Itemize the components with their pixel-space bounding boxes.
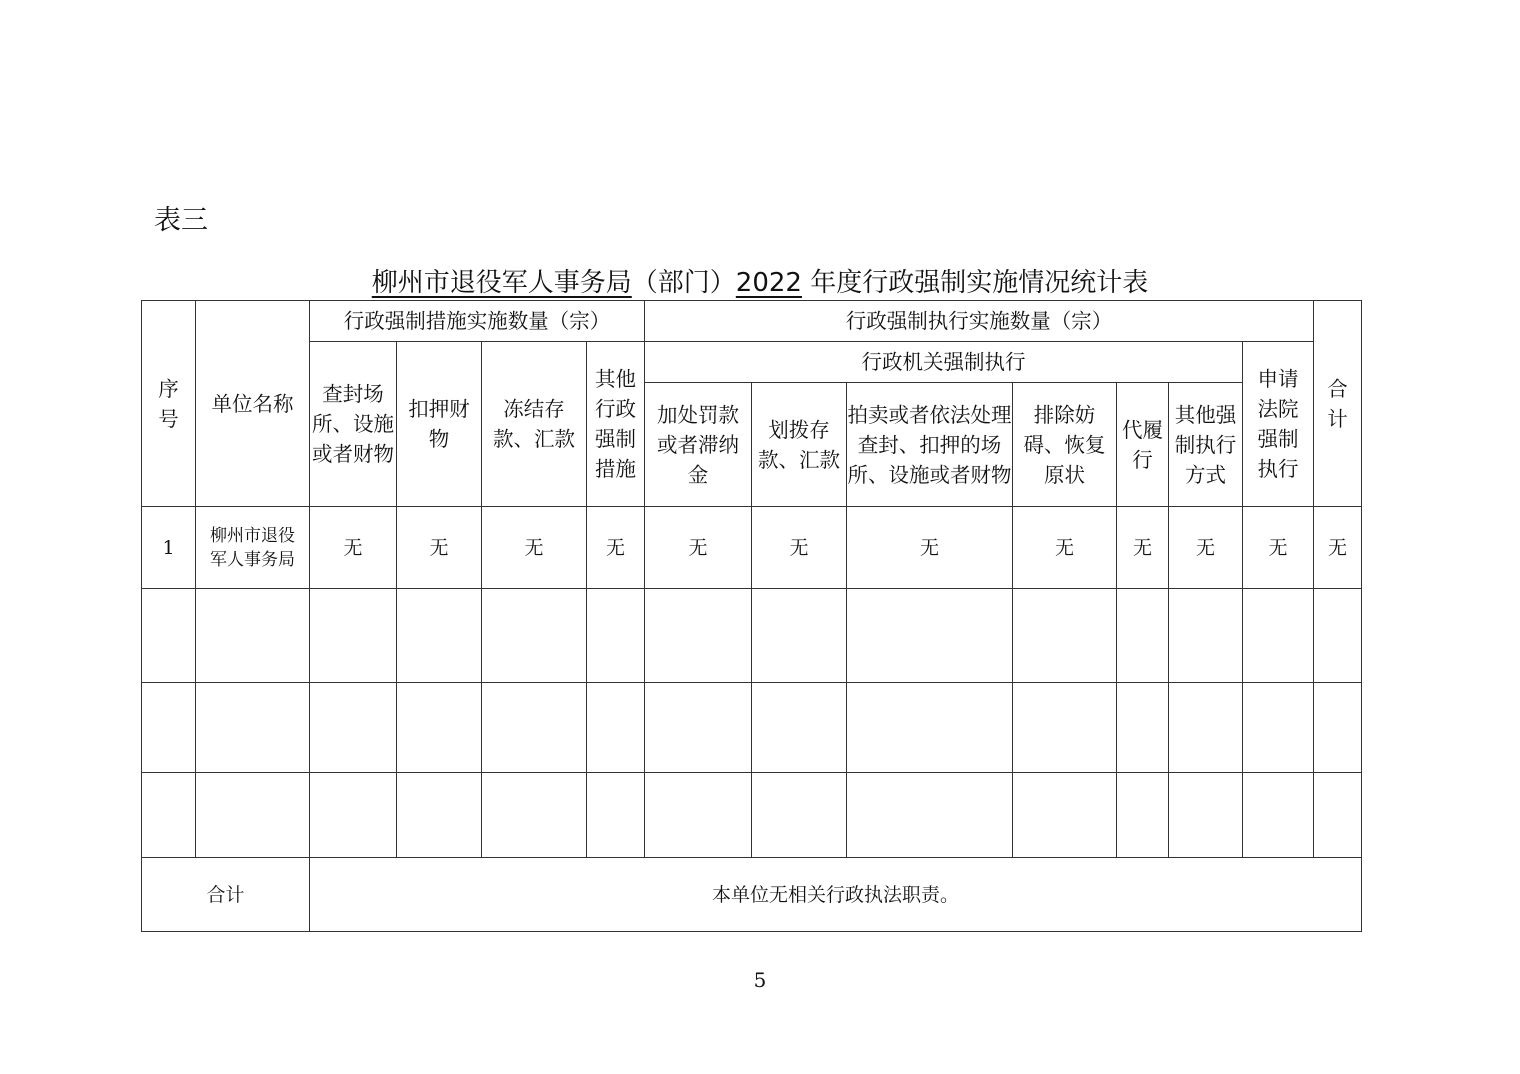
empty-cell	[1314, 773, 1362, 858]
empty-cell	[142, 683, 196, 773]
empty-cell	[196, 683, 310, 773]
empty-row	[142, 773, 1362, 858]
empty-cell	[1169, 683, 1243, 773]
header-court-execution: 申请法院强制执行	[1243, 342, 1314, 507]
empty-cell	[1169, 589, 1243, 683]
header-group-agency: 行政机关强制执行	[645, 342, 1243, 383]
empty-cell	[142, 589, 196, 683]
empty-cell	[310, 773, 397, 858]
header-transfer-deposits: 划拨存款、汇款	[752, 383, 847, 507]
row-value-cell: 无	[397, 507, 482, 589]
table-title	[0, 262, 1520, 299]
empty-cell	[1013, 683, 1117, 773]
row-value-cell: 无	[752, 507, 847, 589]
department-name: 柳州市退役军人事务局	[371, 268, 632, 298]
empty-cell	[482, 589, 587, 683]
total-row	[142, 858, 1362, 932]
row-value-cell: 无	[645, 507, 752, 589]
empty-cell	[752, 773, 847, 858]
row-value-cell: 无	[1243, 507, 1314, 589]
header-seq: 序号	[142, 301, 196, 507]
header-seal-premises: 查封场所、设施或者财物	[310, 342, 397, 507]
table-row	[142, 507, 1362, 589]
row-value-cell: 无	[1314, 507, 1362, 589]
header-late-fees: 加处罚款或者滞纳金	[645, 383, 752, 507]
empty-cell	[645, 589, 752, 683]
empty-cell	[482, 683, 587, 773]
total-note: 本单位无相关行政执法职责。	[310, 858, 1362, 932]
row-unit-name: 柳州市退役军人事务局	[196, 507, 310, 589]
empty-cell	[752, 589, 847, 683]
header-freeze-deposits: 冻结存款、汇款	[482, 342, 587, 507]
header-group-execution: 行政强制执行实施数量（宗）	[645, 301, 1314, 342]
empty-cell	[142, 773, 196, 858]
empty-cell	[397, 589, 482, 683]
empty-cell	[1117, 683, 1169, 773]
header-other-execution: 其他强制执行方式	[1169, 383, 1243, 507]
empty-row	[142, 683, 1362, 773]
header-seize-property: 扣押财物	[397, 342, 482, 507]
empty-cell	[587, 589, 645, 683]
empty-cell	[310, 683, 397, 773]
empty-cell	[847, 589, 1013, 683]
empty-cell	[847, 683, 1013, 773]
empty-cell	[196, 589, 310, 683]
empty-cell	[1169, 773, 1243, 858]
row-seq: 1	[142, 507, 196, 589]
header-total: 合计	[1314, 301, 1362, 507]
row-value-cell: 无	[310, 507, 397, 589]
header-substitute-performance: 代履行	[1117, 383, 1169, 507]
empty-cell	[310, 589, 397, 683]
row-value-cell: 无	[1169, 507, 1243, 589]
table-label: 表三	[154, 205, 208, 236]
empty-cell	[1117, 773, 1169, 858]
empty-cell	[847, 773, 1013, 858]
empty-cell	[645, 683, 752, 773]
empty-cell	[645, 773, 752, 858]
empty-cell	[587, 683, 645, 773]
header-other-measures: 其他行政强制措施	[587, 342, 645, 507]
header-unit-name: 单位名称	[196, 301, 310, 507]
header-group-measures: 行政强制措施实施数量（宗）	[310, 301, 645, 342]
empty-cell	[752, 683, 847, 773]
empty-cell	[1117, 589, 1169, 683]
page-number: 5	[753, 968, 767, 992]
empty-cell	[397, 683, 482, 773]
empty-cell	[1314, 683, 1362, 773]
title-suffix-a: （部门）	[631, 268, 736, 298]
empty-cell	[1243, 773, 1314, 858]
empty-cell	[1314, 589, 1362, 683]
statistics-table	[141, 300, 1362, 932]
empty-cell	[196, 773, 310, 858]
empty-cell	[1013, 589, 1117, 683]
total-label: 合计	[142, 858, 310, 932]
empty-cell	[482, 773, 587, 858]
header-remove-obstruction: 排除妨碍、恢复原状	[1013, 383, 1117, 507]
row-value-cell: 无	[1013, 507, 1117, 589]
row-value-cell: 无	[847, 507, 1013, 589]
title-suffix-b: 年度行政强制实施情况统计表	[801, 268, 1149, 298]
empty-cell	[1243, 589, 1314, 683]
empty-row	[142, 589, 1362, 683]
row-value-cell: 无	[1117, 507, 1169, 589]
empty-cell	[587, 773, 645, 858]
empty-cell	[1243, 683, 1314, 773]
row-value-cell: 无	[587, 507, 645, 589]
empty-cell	[397, 773, 482, 858]
title-year: 2022	[735, 268, 802, 298]
empty-cell	[1013, 773, 1117, 858]
header-auction-property: 拍卖或者依法处理查封、扣押的场所、设施或者财物	[847, 383, 1013, 507]
row-value-cell: 无	[482, 507, 587, 589]
